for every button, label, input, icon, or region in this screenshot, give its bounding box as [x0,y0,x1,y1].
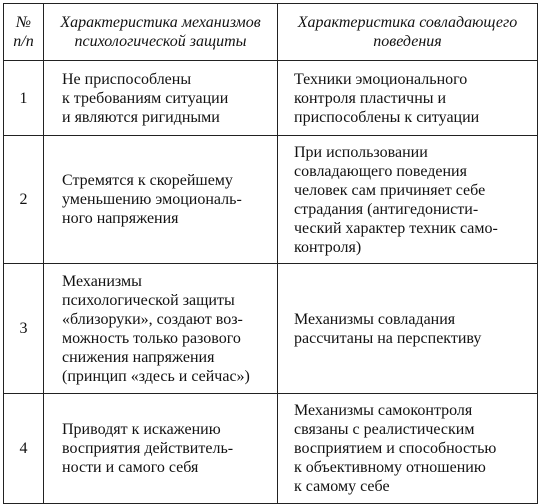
row-number: 1 [4,61,44,136]
cell-line: восприятием и способностью [294,440,497,457]
cell-line: рассчитаны на перспективу [294,329,482,347]
row-number: 4 [4,394,44,504]
table-row [4,394,538,504]
header-row [4,4,538,61]
cell-line: приспособлены к ситуации [294,108,480,126]
mechanisms-cell [44,136,278,264]
cell-line: контроля пластичны и [294,89,447,107]
cell-line: к самому себе [294,478,390,495]
cell-line: страдания (антигедонисти- [294,200,479,218]
comparison-table [3,3,538,504]
cell-line: снижения напряжения [62,348,215,366]
cell-line: можность только разового [62,329,241,347]
cell-line: Приводят к искажению [62,421,221,438]
cell-line: Механизмы совладания [294,310,456,328]
table-row [4,264,538,394]
cell-line: уменьшению эмоциональ- [62,191,242,208]
header-coping-line-1: Характеристика совладающего [297,14,518,31]
coping-cell [278,136,538,264]
coping-cell [278,394,538,504]
cell-line: (принцип «здесь и сейчас») [62,367,250,385]
header-mechanisms [44,4,278,61]
row-number: 3 [4,264,44,394]
cell-line: «близоруки», создают воз- [62,310,243,328]
cell-line: ного напряжения [62,210,179,227]
header-number-line-2: п/п [13,33,34,50]
header-coping-line-2: поведения [373,33,442,50]
cell-line: При использовании [294,143,428,161]
cell-line: контроля) [294,238,362,256]
cell-line: Стремятся к скорейшему [62,172,233,189]
table-row [4,61,538,136]
header-number [4,4,44,61]
table-row [4,136,538,264]
cell-line: к требованиям ситуации [62,89,229,107]
row-number: 2 [4,136,44,264]
cell-line: Механизмы самоконтроля [294,402,473,419]
cell-line: связаны с реалистическим [294,421,475,438]
cell-line: психологической защиты [62,291,235,309]
coping-cell [278,264,538,394]
cell-line: ности и самого себя [62,459,199,476]
cell-line: совладающего поведения [294,162,467,180]
mechanisms-cell [44,264,278,394]
cell-line: человек сам причиняет себе [294,181,486,199]
header-mechanisms-line-2: психологической защиты [74,33,247,50]
cell-line: ческий характер техник само- [294,219,498,237]
header-number-line-1: № [15,14,32,31]
cell-line: Механизмы [62,272,142,290]
header-coping [278,4,538,61]
cell-line: и являются ригидными [62,108,220,126]
cell-line: восприятия действитель- [62,440,234,457]
cell-line: Техники эмоционального [294,70,468,88]
mechanisms-cell [44,61,278,136]
coping-cell [278,61,538,136]
cell-line: Не приспособлены [62,70,192,88]
mechanisms-cell [44,394,278,504]
header-mechanisms-line-1: Характеристика механизмов [60,14,261,31]
cell-line: к объективному отношению [294,459,486,476]
